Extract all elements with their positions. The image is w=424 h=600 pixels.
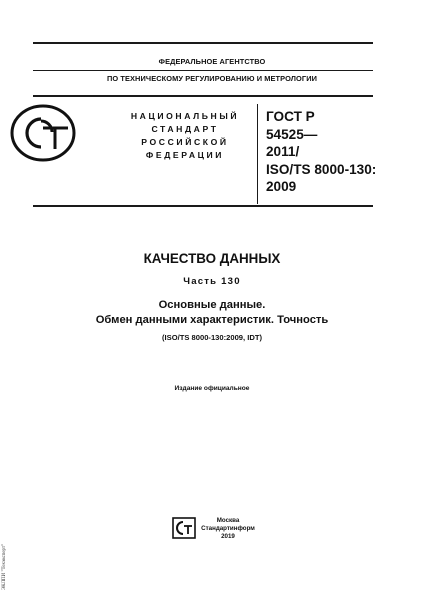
subtitle-line-1: Основные данные. xyxy=(158,299,266,311)
standard-number-line-4: ISO/TS 8000-130: xyxy=(266,161,377,177)
vertical-divider xyxy=(257,104,258,204)
standard-number-line-1: ГОСТ Р xyxy=(266,109,315,124)
standard-number-line-3: 2011/ xyxy=(266,144,300,159)
standard-number-line-5: 2009 xyxy=(266,179,297,194)
publisher-info xyxy=(196,517,260,541)
national-line-3: РОССИЙСКОЙ xyxy=(141,137,229,147)
top-rule xyxy=(33,42,373,44)
standard-number xyxy=(266,108,396,196)
agency-name-line-1: ФЕДЕРАЛЬНОЕ АГЕНТСТВО xyxy=(158,57,266,66)
standard-number-line-2: 54525— xyxy=(266,126,318,142)
document-subtitle xyxy=(0,298,424,328)
document-title: КАЧЕСТВО ДАННЫХ xyxy=(143,251,281,266)
national-standard-label xyxy=(105,110,265,162)
subtitle-line-2: Обмен данными характеристик. Точность xyxy=(95,314,329,326)
iso-reference: (ISO/TS 8000-130:2009, IDT) xyxy=(161,333,263,342)
standard-block-top-rule xyxy=(33,95,373,97)
agency-name-line-2: ПО ТЕХНИЧЕСКОМУ РЕГУЛИРОВАНИЮ И МЕТРОЛОГИИ xyxy=(106,74,318,83)
national-line-4: ФЕДЕРАЦИИ xyxy=(145,150,225,160)
edition-label: Издание официальное xyxy=(174,385,250,392)
publication-year: 2019 xyxy=(221,533,235,540)
agency-separator xyxy=(33,70,373,71)
national-line-2: СТАНДАРТ xyxy=(151,124,219,134)
standartinform-logo-icon xyxy=(172,517,196,539)
gost-r-logo-icon xyxy=(8,103,78,163)
publisher-city: Москва xyxy=(216,517,240,524)
publisher-name: Стандартинформ xyxy=(201,525,255,532)
document-part: Часть 130 xyxy=(183,276,241,287)
side-note-text: ЭКЛПИ "Техэксперт" xyxy=(2,543,7,590)
national-line-1: НАЦИОНАЛЬНЫЙ xyxy=(130,111,240,121)
side-watermark-note xyxy=(0,524,14,594)
standard-block-bottom-rule xyxy=(33,205,373,207)
